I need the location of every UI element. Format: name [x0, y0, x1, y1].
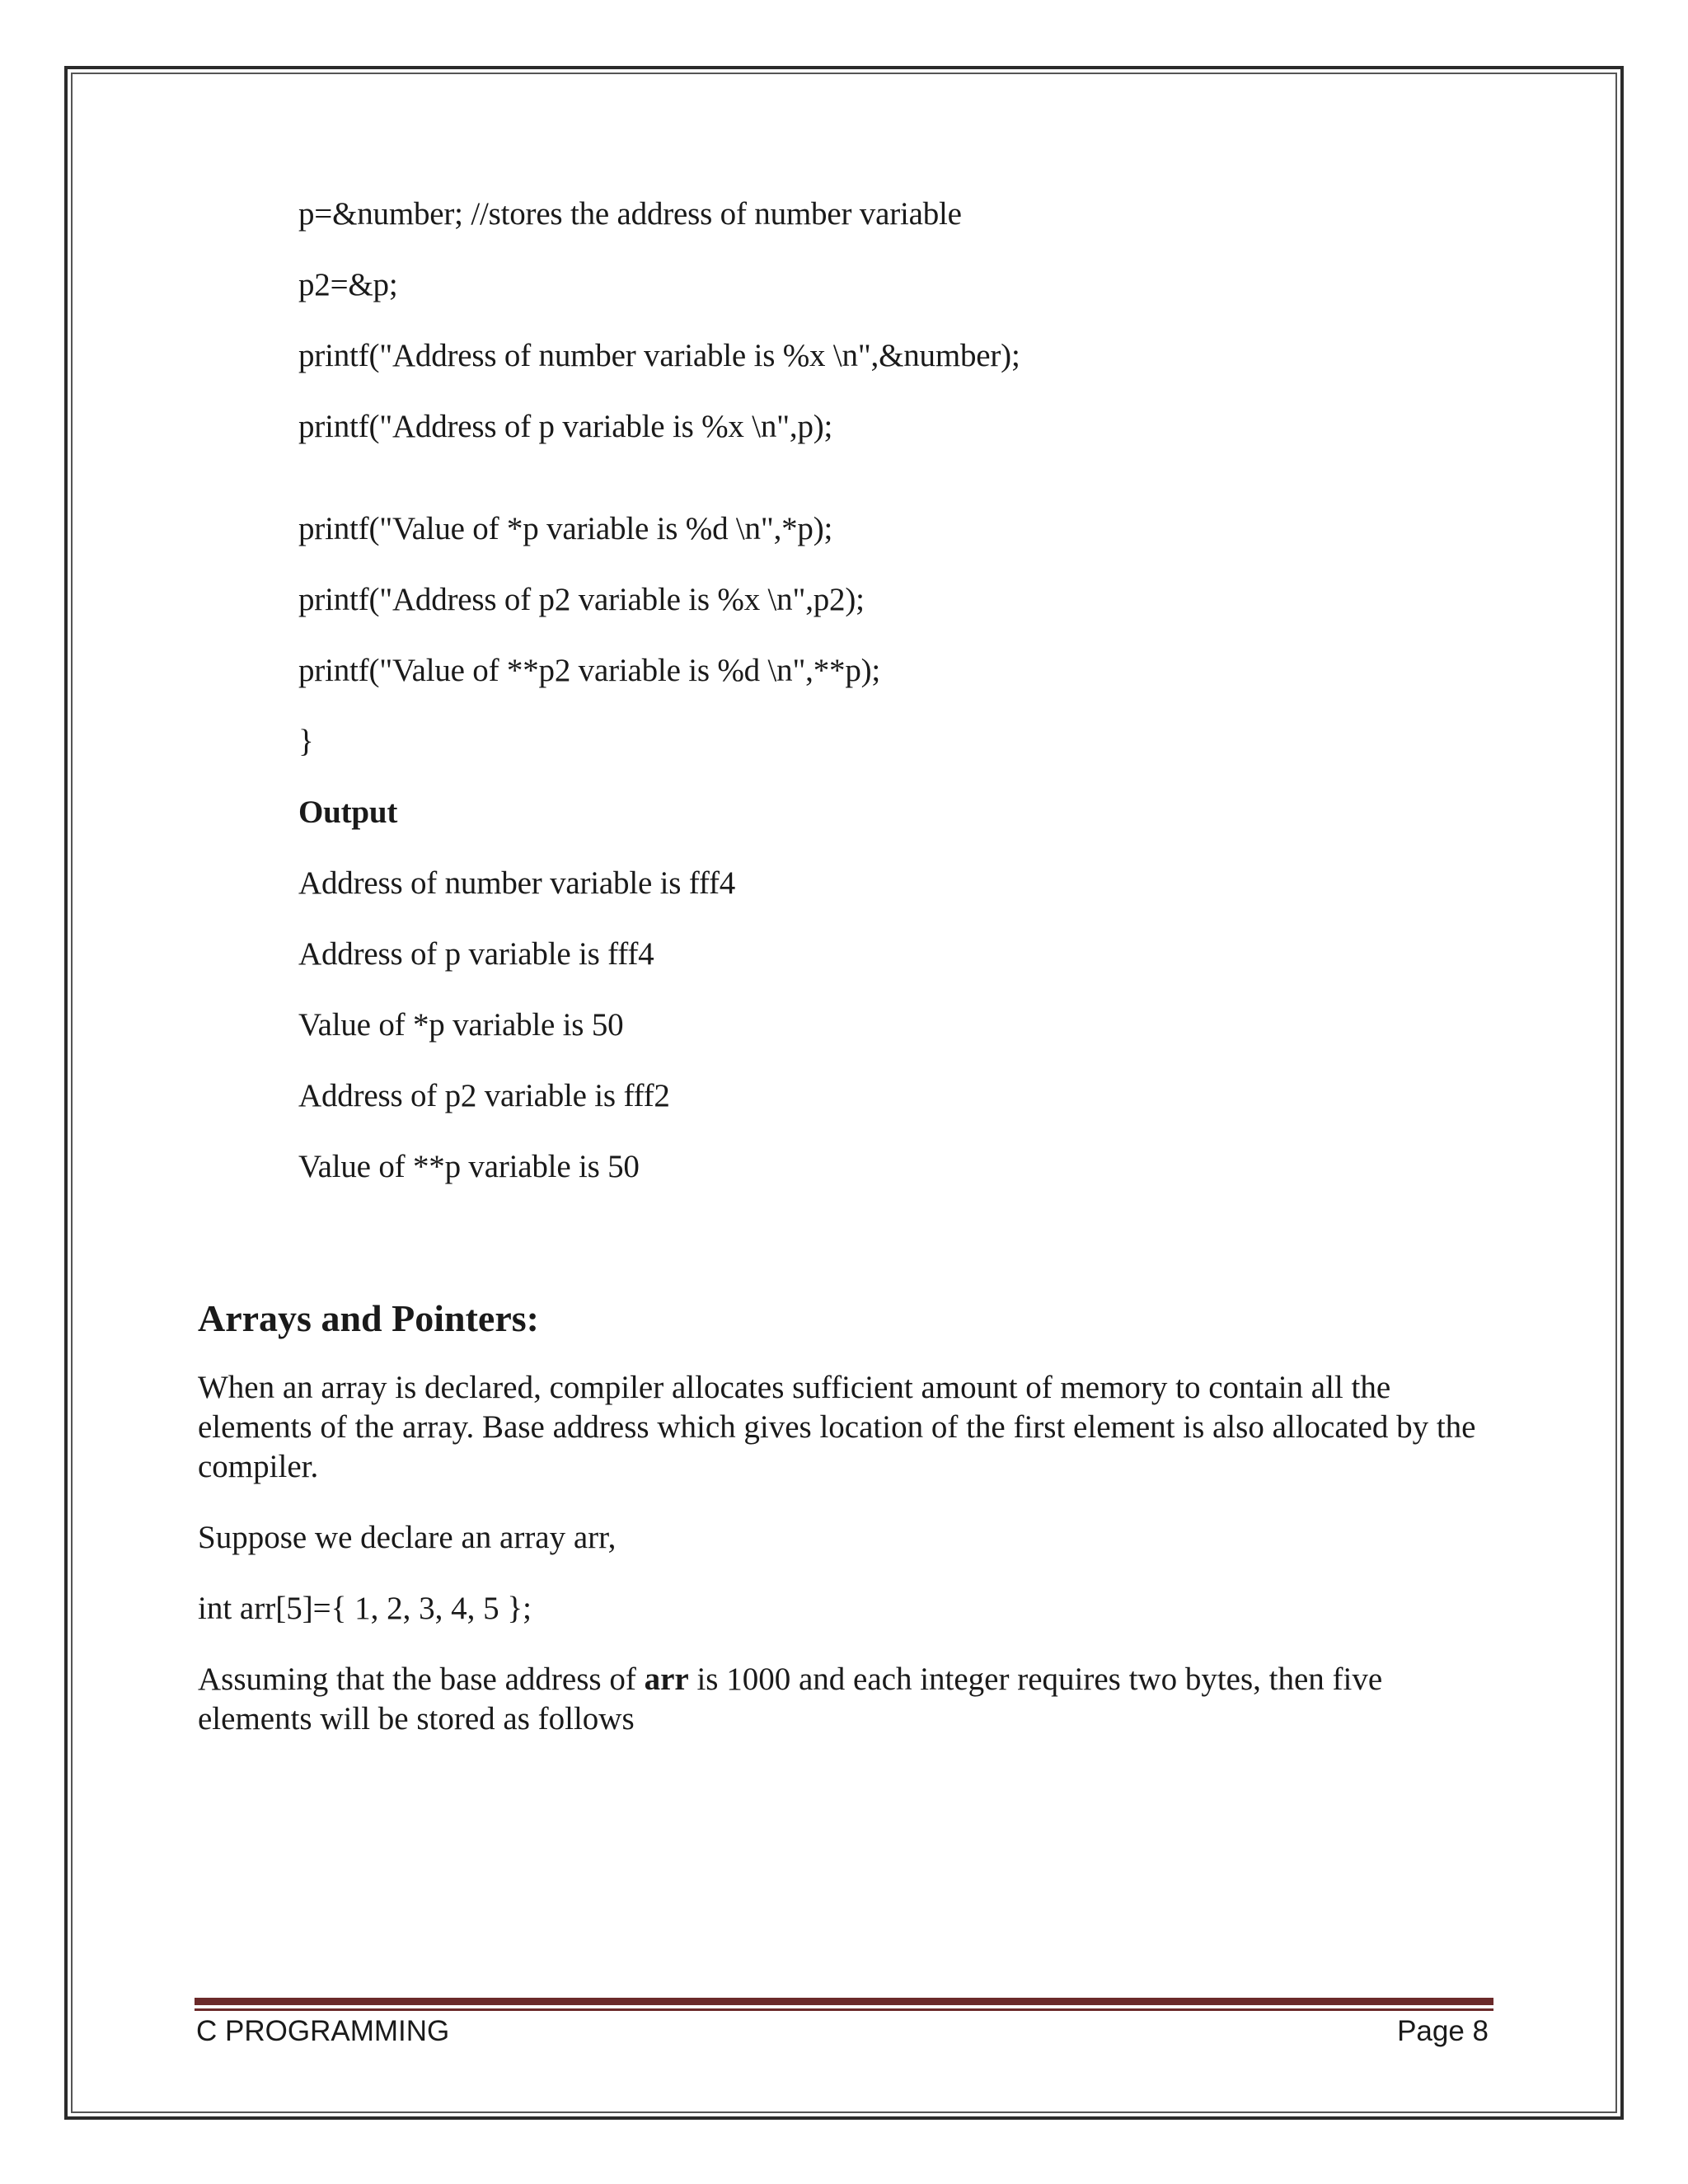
paragraph-base-address	[198, 1660, 1484, 1739]
page-number: Page 8	[1397, 2015, 1489, 2047]
code-line: }	[298, 724, 314, 759]
output-heading: Output	[298, 794, 398, 830]
code-line: p=&number; //stores the address of number variable	[298, 196, 962, 232]
code-line: printf("Value of *p variable is %d \n",*p);	[298, 511, 833, 546]
paragraph-intro: When an array is declared, compiler allocates sufficient amount of memory to contain all the elements of the array. Base address which gives location of the first element is also allocated by the compiler.	[198, 1370, 1476, 1484]
paragraph-base-address-text: Assuming that the base address of	[198, 1661, 645, 1697]
footer-rule	[195, 1998, 1493, 2005]
arr-keyword: arr	[644, 1661, 689, 1697]
output-line: Address of p2 variable is fff2	[298, 1078, 670, 1113]
paragraph-suppose: Suppose we declare an array arr,	[198, 1520, 617, 1555]
output-line: Address of number variable is fff4	[298, 865, 736, 901]
code-line: printf("Address of p variable is %x \n",p);	[298, 409, 833, 444]
output-line: Value of **p variable is 50	[298, 1149, 640, 1184]
footer-title: C PROGRAMMING	[196, 2015, 450, 2047]
code-line: p2=&p;	[298, 267, 398, 302]
output-line: Address of p variable is fff4	[298, 936, 654, 972]
code-line: printf("Address of p2 variable is %x \n",p2);	[298, 582, 865, 617]
output-line: Value of *p variable is 50	[298, 1007, 624, 1043]
section-title: Arrays and Pointers:	[198, 1297, 539, 1339]
code-line: printf("Address of number variable is %x \n",&number);	[298, 338, 1020, 373]
paragraph-array-declaration: int arr[5]={ 1, 2, 3, 4, 5 };	[198, 1591, 532, 1626]
paragraph-base-address-text-end: is 1000 and each integer requires two bytes, then five elements will be stored as follows	[198, 1661, 1383, 1736]
code-line: printf("Value of **p2 variable is %d \n",**p);	[298, 653, 881, 688]
